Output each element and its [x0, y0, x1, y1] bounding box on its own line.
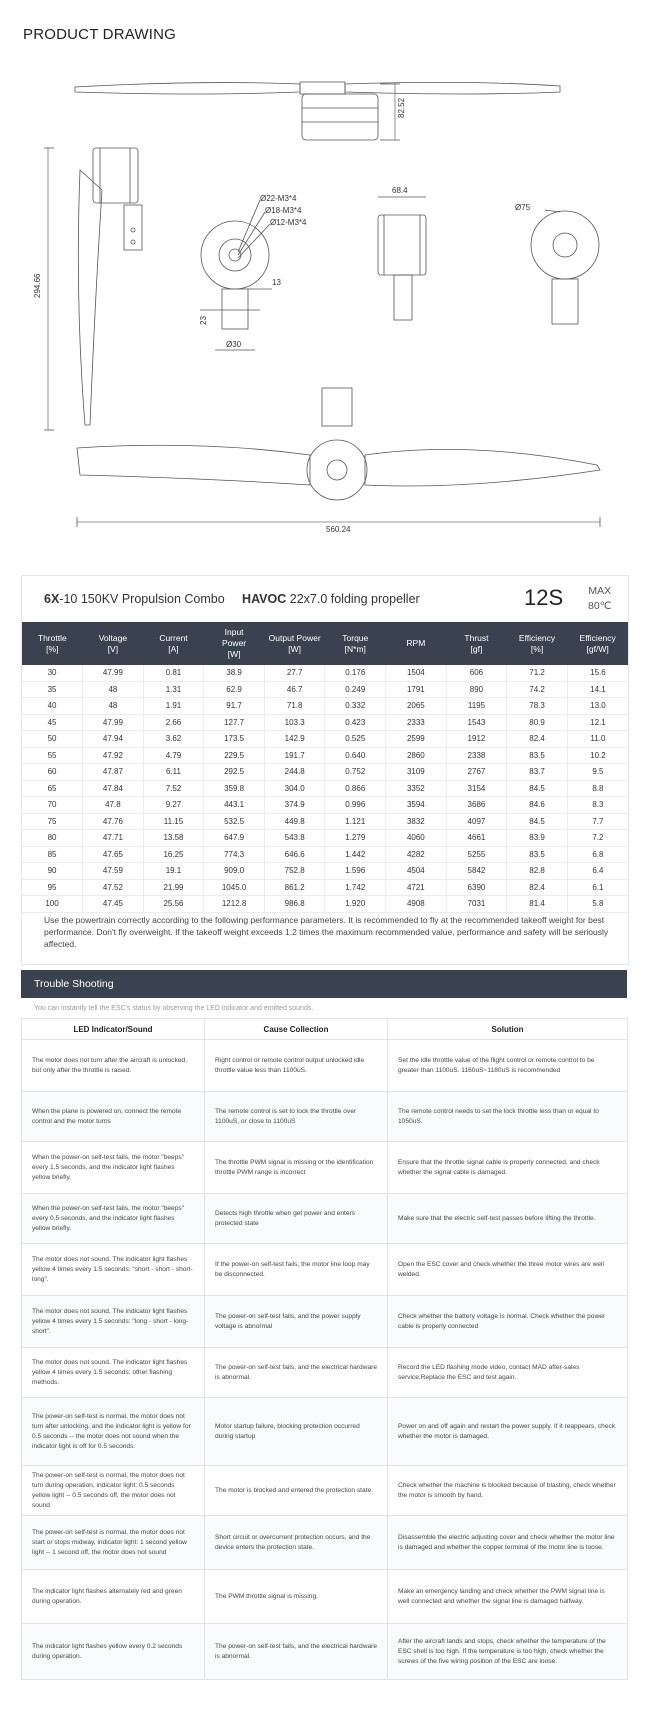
perf-col-header: Output Power [W] [264, 622, 325, 665]
perf-col-header: Voltage [V] [83, 622, 144, 665]
perf-row [22, 896, 628, 913]
perf-cell: 30 [22, 665, 83, 681]
perf-cell: 19.1 [143, 863, 204, 880]
perf-cell: 14.1 [567, 681, 628, 698]
perf-cell: 2599 [386, 731, 447, 748]
perf-cell: 74.2 [507, 681, 568, 698]
perf-cell: 5842 [446, 863, 507, 880]
trouble-cell: Check whether the battery voltage is normal. Check whether the power cable is properly connected [388, 1296, 628, 1348]
perf-cell: 3686 [446, 797, 507, 814]
perf-cell: 1543 [446, 714, 507, 731]
perf-cell: 103.3 [264, 714, 325, 731]
perf-cell: 4282 [386, 846, 447, 863]
perf-cell: 173.5 [204, 731, 265, 748]
perf-cell: 15.6 [567, 665, 628, 681]
trouble-cell: The power-on self-test fails, and the electrical hardware is abnormal. [205, 1624, 388, 1680]
perf-cell: 21.99 [143, 879, 204, 896]
perf-cell: 11.0 [567, 731, 628, 748]
perf-cell: 4908 [386, 896, 447, 913]
dim-left-height: 294.66 [33, 273, 42, 298]
trouble-cell: The remote control needs to set the lock throttle less than or equal to 1050uS. [388, 1092, 628, 1142]
dim-13: 13 [272, 278, 281, 287]
perf-cell: 83.5 [507, 846, 568, 863]
perf-cell: 90 [22, 863, 83, 880]
perf-cell: 1504 [386, 665, 447, 681]
perf-cell: 9.27 [143, 797, 204, 814]
perf-cell: 3109 [386, 764, 447, 781]
perf-cell: 606 [446, 665, 507, 681]
perf-cell: 7.52 [143, 780, 204, 797]
perf-cell: 0.640 [325, 747, 386, 764]
perf-cell: 84.5 [507, 780, 568, 797]
perf-row [22, 681, 628, 698]
trouble-cell: The indicator light flashes yellow every 0.2 seconds during operation. [22, 1624, 205, 1680]
performance-table [22, 622, 628, 913]
trouble-row [22, 1194, 628, 1244]
trouble-cell: Disassemble the electric adjusting cover and check whether the motor line is damaged and whether the copper terminal of the motor line is loose. [388, 1516, 628, 1570]
perf-cell: 2338 [446, 747, 507, 764]
spec-header [22, 576, 628, 622]
perf-row [22, 863, 628, 880]
trouble-cell: The indicator light flashes alternately red and green during operation. [22, 1570, 205, 1624]
perf-cell: 304.0 [264, 780, 325, 797]
usage-note: Use the powertrain correctly according to the following performance parameters. It is recommended to fly at the recommended takeoff weight for best performance. Don't fly overweight. If the takeoff weight exceeds 1.2 times the maximum recommended value, performance and safety will be seriously affected. [44, 915, 609, 949]
perf-cell: 6.8 [567, 846, 628, 863]
perf-cell: 0.423 [325, 714, 386, 731]
perf-cell: 65 [22, 780, 83, 797]
perf-row [22, 747, 628, 764]
perf-row [22, 731, 628, 748]
perf-cell: 5255 [446, 846, 507, 863]
perf-cell: 1.920 [325, 896, 386, 913]
trouble-cell: The remote control is set to lock the throttle over 1100uS, or close to 1100uS [205, 1092, 388, 1142]
trouble-row [22, 1516, 628, 1570]
perf-col-header: Throttle [%] [22, 622, 83, 665]
perf-cell: 91.7 [204, 698, 265, 715]
trouble-cell: After the aircraft lands and stops, check whether the temperature of the ESC shell is too high. If the temperature is too high, check whether the screws of the five wiring position of the ESC are loose. [388, 1624, 628, 1680]
trouble-cell: When the power-on self-test fails, the motor "beeps" every 1.5 seconds, and the indicator light flashes yellow briefly. [22, 1142, 205, 1194]
perf-row [22, 780, 628, 797]
perf-cell: 27.7 [264, 665, 325, 681]
perf-cell: 50 [22, 731, 83, 748]
perf-cell: 1.279 [325, 830, 386, 847]
trouble-row [22, 1142, 628, 1194]
perf-cell: 71.2 [507, 665, 568, 681]
trouble-hint: You can instantly tell the ESC's status by observing the LED indicator and emitted sounds. [34, 1005, 314, 1012]
perf-cell: 292.5 [204, 764, 265, 781]
perf-cell: 83.9 [507, 830, 568, 847]
dim-68: 68.4 [392, 186, 408, 195]
perf-cell: 1.91 [143, 698, 204, 715]
perf-cell: 45 [22, 714, 83, 731]
dim-height-top: 82.52 [397, 97, 406, 118]
trouble-row [22, 1244, 628, 1296]
perf-cell: 82.4 [507, 731, 568, 748]
page-title: PRODUCT DRAWING [23, 26, 176, 43]
perf-cell: 986.8 [264, 896, 325, 913]
perf-cell: 2065 [386, 698, 447, 715]
trouble-cell: The power-on self-test is normal, the motor does not turn after unlocking, and the indicator light is yellow for 0.5 seconds -- the motor does not sound when the indicator light is off for 0.5 seconds. [22, 1398, 205, 1466]
trouble-table [21, 1018, 628, 1680]
trouble-cell: Make sure that the electric self-test passes before lifting the throttle. [388, 1194, 628, 1244]
perf-cell: 244.8 [264, 764, 325, 781]
perf-cell: 78.3 [507, 698, 568, 715]
perf-cell: 10.2 [567, 747, 628, 764]
trouble-cell: The motor does not turn after the aircraft is unlocked, but only after the throttle is raised. [22, 1040, 205, 1092]
trouble-cell: The motor does not sound. The indicator light flashes yellow 4 times every 1.5 seconds: other flashing methods. [22, 1348, 205, 1398]
perf-cell: 16.25 [143, 846, 204, 863]
perf-cell: 374.9 [264, 797, 325, 814]
perf-cell: 46.7 [264, 681, 325, 698]
trouble-cell: When the plane is powered on, connect the remote control and the motor turns [22, 1092, 205, 1142]
perf-cell: 229.5 [204, 747, 265, 764]
trouble-cell: Make an emergency landing and check whether the PWM signal line is well connected and whether the signal line is damaged halfway. [388, 1570, 628, 1624]
perf-cell: 85 [22, 846, 83, 863]
perf-cell: 80 [22, 830, 83, 847]
perf-cell: 9.5 [567, 764, 628, 781]
perf-cell: 38.9 [204, 665, 265, 681]
perf-cell: 3.62 [143, 731, 204, 748]
perf-cell: 1.121 [325, 813, 386, 830]
trouble-row [22, 1092, 628, 1142]
perf-cell: 82.4 [507, 879, 568, 896]
perf-cell: 47.99 [83, 665, 144, 681]
trouble-row [22, 1296, 628, 1348]
perf-col-header: RPM [386, 622, 447, 665]
perf-cell: 4504 [386, 863, 447, 880]
perf-cell: 127.7 [204, 714, 265, 731]
perf-cell: 13.58 [143, 830, 204, 847]
perf-cell: 80.9 [507, 714, 568, 731]
perf-col-header: Input Power [W] [204, 622, 265, 665]
trouble-cell: If the power-on self-test fails, the motor line loop may be disconnected. [205, 1244, 388, 1296]
perf-cell: 3154 [446, 780, 507, 797]
perf-cell: 2860 [386, 747, 447, 764]
trouble-cell: The power-on self-test is normal, the motor does not turn during operation, indicator light: 0.5 seconds yellow light -- 0.5 seconds off, the motor does not sound [22, 1466, 205, 1516]
perf-cell: 5.8 [567, 896, 628, 913]
trouble-header: Trouble Shooting [21, 970, 627, 998]
perf-cell: 47.52 [83, 879, 144, 896]
perf-cell: 1912 [446, 731, 507, 748]
perf-cell: 70 [22, 797, 83, 814]
perf-cell: 25.56 [143, 896, 204, 913]
dim-23: 23 [199, 316, 208, 325]
trouble-cell: Right control or remote control output unlocked idle throttle value less than 1100uS. [205, 1040, 388, 1092]
cells-label: 12S [524, 585, 564, 610]
trouble-cell: Ensure that the throttle signal cable is properly connected, and check whether the signal cable is damaged. [388, 1142, 628, 1194]
perf-row [22, 665, 628, 681]
perf-cell: 35 [22, 681, 83, 698]
perf-cell: 83.5 [507, 747, 568, 764]
trouble-row [22, 1570, 628, 1624]
perf-cell: 13.0 [567, 698, 628, 715]
trouble-cell: The power-on self-test fails, and the electrical hardware is abnormal. [205, 1348, 388, 1398]
perf-cell: 12.1 [567, 714, 628, 731]
perf-cell: 3594 [386, 797, 447, 814]
perf-cell: 1.596 [325, 863, 386, 880]
perf-cell: 47.84 [83, 780, 144, 797]
perf-col-header: Torque [N*m] [325, 622, 386, 665]
perf-cell: 47.92 [83, 747, 144, 764]
perf-cell: 4060 [386, 830, 447, 847]
perf-cell: 55 [22, 747, 83, 764]
perf-cell: 11.15 [143, 813, 204, 830]
perf-cell: 0.866 [325, 780, 386, 797]
perf-cell: 47.45 [83, 896, 144, 913]
dim-hole-22: Ø22-M3*4 [260, 194, 297, 203]
trouble-cell: The motor is blocked and entered the protection state. [205, 1466, 388, 1516]
perf-cell: 7.7 [567, 813, 628, 830]
perf-cell: 532.5 [204, 813, 265, 830]
perf-cell: 60 [22, 764, 83, 781]
perf-cell: 0.81 [143, 665, 204, 681]
trouble-cell: The power-on self-test fails, and the power supply voltage is abnormal [205, 1296, 388, 1348]
perf-cell: 100 [22, 896, 83, 913]
perf-cell: 1.742 [325, 879, 386, 896]
perf-cell: 6390 [446, 879, 507, 896]
perf-cell: 47.59 [83, 863, 144, 880]
perf-cell: 8.8 [567, 780, 628, 797]
trouble-cell: The throttle PWM signal is missing or the identification throttle PWM range is incorrect [205, 1142, 388, 1194]
perf-cell: 7031 [446, 896, 507, 913]
perf-row [22, 698, 628, 715]
perf-row [22, 830, 628, 847]
perf-row [22, 879, 628, 896]
perf-cell: 0.176 [325, 665, 386, 681]
perf-cell: 4.79 [143, 747, 204, 764]
perf-cell: 861.2 [264, 879, 325, 896]
trouble-cell: Set the idle throttle value of the flight control or remote control to be greater than 1100uS. 1160uS~1180uS is recommended [388, 1040, 628, 1092]
perf-cell: 47.8 [83, 797, 144, 814]
perf-cell: 2.66 [143, 714, 204, 731]
trouble-col-header: Cause Collection [205, 1019, 388, 1040]
trouble-cell: Open the ESC cover and check whether the three motor wires are well welded. [388, 1244, 628, 1296]
perf-cell: 142.9 [264, 731, 325, 748]
perf-cell: 47.71 [83, 830, 144, 847]
perf-cell: 0.996 [325, 797, 386, 814]
perf-cell: 95 [22, 879, 83, 896]
perf-cell: 646.6 [264, 846, 325, 863]
perf-cell: 1.31 [143, 681, 204, 698]
perf-cell: 62.9 [204, 681, 265, 698]
perf-cell: 449.8 [264, 813, 325, 830]
spec-card [21, 575, 629, 965]
perf-cell: 82.8 [507, 863, 568, 880]
trouble-cell: Detects high throttle when get power and enters protected state [205, 1194, 388, 1244]
perf-cell: 1195 [446, 698, 507, 715]
perf-cell: 543.8 [264, 830, 325, 847]
perf-cell: 1.442 [325, 846, 386, 863]
trouble-cell: When the power-on self-test fails, the motor "beeps" every 0.5 seconds, and the indicator light flashes yellow briefly. [22, 1194, 205, 1244]
perf-cell: 6.4 [567, 863, 628, 880]
perf-cell: 84.5 [507, 813, 568, 830]
perf-cell: 8.3 [567, 797, 628, 814]
perf-cell: 2767 [446, 764, 507, 781]
trouble-cell: The motor does not sound. The indicator light flashes yellow 4 times every 1.5 seconds: "short - short - short-long". [22, 1244, 205, 1296]
perf-col-header: Thrust [gf] [446, 622, 507, 665]
trouble-row [22, 1624, 628, 1680]
perf-cell: 0.249 [325, 681, 386, 698]
perf-cell: 752.8 [264, 863, 325, 880]
perf-cell: 3352 [386, 780, 447, 797]
max-temp: MAX 80℃ [588, 585, 612, 612]
perf-cell: 1791 [386, 681, 447, 698]
perf-cell: 0.525 [325, 731, 386, 748]
perf-cell: 83.7 [507, 764, 568, 781]
perf-cell: 47.99 [83, 714, 144, 731]
dim-hole-12: Ø12-M3*4 [270, 218, 307, 227]
perf-cell: 443.1 [204, 797, 265, 814]
perf-cell: 191.7 [264, 747, 325, 764]
perf-cell: 909.0 [204, 863, 265, 880]
trouble-cell: The motor does not sound. The indicator light flashes yellow 4 times every 1.5 seconds: "long - short - long-short". [22, 1296, 205, 1348]
perf-cell: 4721 [386, 879, 447, 896]
perf-cell: 71.8 [264, 698, 325, 715]
perf-cell: 40 [22, 698, 83, 715]
trouble-row [22, 1040, 628, 1092]
perf-cell: 359.8 [204, 780, 265, 797]
trouble-cell: Check whether the machine is blocked because of blasting, check whether the motor is smooth by hand. [388, 1466, 628, 1516]
perf-cell: 7.2 [567, 830, 628, 847]
perf-cell: 0.752 [325, 764, 386, 781]
combo-title: 6X-10 150KV Propulsion Combo HAVOC 22x7.0 folding propeller [44, 592, 420, 606]
perf-col-header: Efficiency [gf/W] [567, 622, 628, 665]
perf-cell: 81.4 [507, 896, 568, 913]
dim-hole-18: Ø18-M3*4 [265, 206, 302, 215]
perf-cell: 47.76 [83, 813, 144, 830]
trouble-row [22, 1398, 628, 1466]
perf-cell: 48 [83, 698, 144, 715]
perf-cell: 4097 [446, 813, 507, 830]
perf-row [22, 797, 628, 814]
perf-row [22, 813, 628, 830]
perf-cell: 0.332 [325, 698, 386, 715]
dim-560: 560.24 [326, 525, 351, 534]
perf-cell: 47.65 [83, 846, 144, 863]
trouble-cell: Record the LED flashing mode video, contact MAD after-sales service;Replace the ESC and test again. [388, 1348, 628, 1398]
product-drawing [0, 60, 650, 550]
perf-cell: 84.6 [507, 797, 568, 814]
perf-cell: 6.1 [567, 879, 628, 896]
trouble-cell: Motor startup failure, blocking protection occurred during startup [205, 1398, 388, 1466]
perf-cell: 6.11 [143, 764, 204, 781]
trouble-row [22, 1348, 628, 1398]
trouble-col-header: Solution [388, 1019, 628, 1040]
trouble-cell: Power on and off again and restart the power supply. If it reappears, check whether the motor is damaged. [388, 1398, 628, 1466]
trouble-cell: The PWM throttle signal is missing. [205, 1570, 388, 1624]
perf-cell: 647.9 [204, 830, 265, 847]
perf-cell: 890 [446, 681, 507, 698]
perf-cell: 1045.0 [204, 879, 265, 896]
trouble-row [22, 1466, 628, 1516]
perf-cell: 47.94 [83, 731, 144, 748]
trouble-cell: Short circuit or overcurrent protection occurs, and the device enters the protection state. [205, 1516, 388, 1570]
perf-cell: 3832 [386, 813, 447, 830]
perf-cell: 1212.8 [204, 896, 265, 913]
perf-row [22, 764, 628, 781]
trouble-col-header: LED Indicator/Sound [22, 1019, 205, 1040]
perf-col-header: Efficiency [%] [507, 622, 568, 665]
perf-cell: 75 [22, 813, 83, 830]
perf-row [22, 714, 628, 731]
perf-cell: 2333 [386, 714, 447, 731]
perf-col-header: Current [A] [143, 622, 204, 665]
perf-cell: 48 [83, 681, 144, 698]
perf-cell: 774.3 [204, 846, 265, 863]
perf-cell: 4661 [446, 830, 507, 847]
perf-cell: 47.87 [83, 764, 144, 781]
trouble-cell: The power-on self-test is normal, the motor does not start or stops midway, indicator light: 1 second yellow light -- 1 second off, the motor does not sound [22, 1516, 205, 1570]
dim-75: Ø75 [515, 203, 531, 212]
perf-row [22, 846, 628, 863]
dim-30: Ø30 [226, 340, 242, 349]
